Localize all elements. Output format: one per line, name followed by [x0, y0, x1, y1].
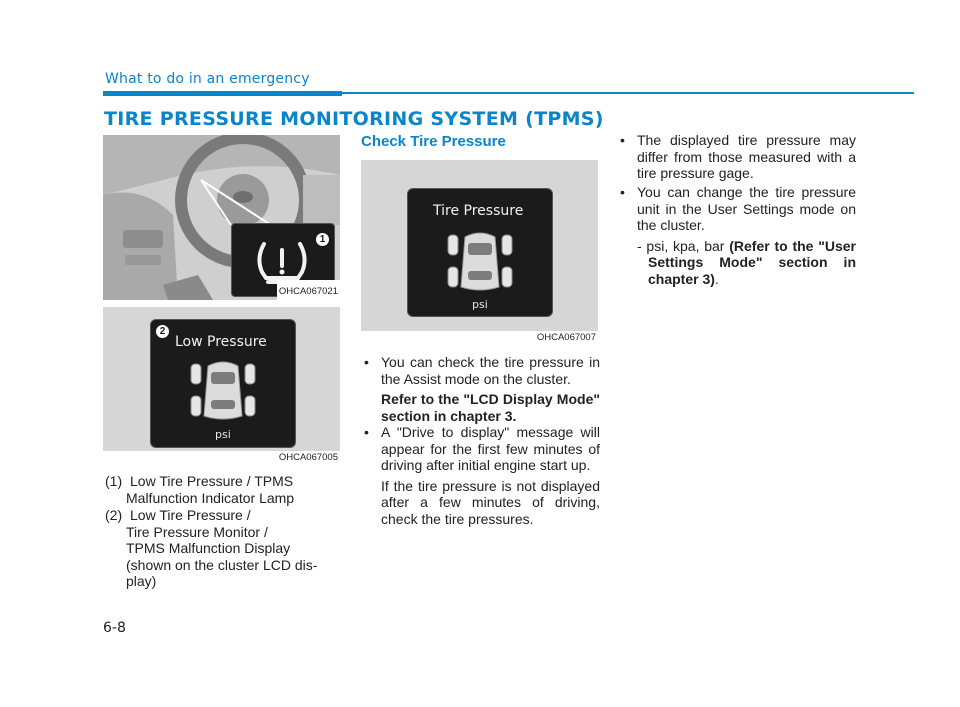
right-bullet-1: [620, 132, 856, 182]
header-rule-thick: [103, 91, 342, 96]
low-pressure-figure: [103, 307, 340, 465]
legend-text-line: Tire Pressure Monitor /: [126, 523, 268, 540]
legend-text-line: (shown on the cluster LCD dis-: [126, 556, 318, 573]
callout-badge-1: 1: [316, 233, 329, 246]
header-rule-thin: [342, 92, 914, 94]
tire-pressure-lcd: [407, 188, 553, 317]
bullet-text: You can change the tire pressure unit in the User Settings mode on the cluster.: [637, 184, 856, 233]
legend-item-1: [105, 473, 340, 506]
callout-badge-2: 2: [156, 325, 169, 338]
section-label: What to do in an emergency: [105, 71, 310, 87]
page-title: TIRE PRESSURE MONITORING SYSTEM (TPMS): [104, 108, 604, 130]
lcd-unit: psi: [215, 428, 231, 441]
bullet-text: You can check the tire pressure in the Assist mode on the cluster.: [381, 354, 600, 387]
check-bullet-2: [364, 424, 600, 527]
legend-text-line: play): [126, 573, 157, 589]
tire-pressure-figure: [361, 160, 598, 345]
legend-text-line: Low Tire Pressure / TPMS: [130, 473, 294, 489]
bullet-reference: Refer to the "LCD Display Mode" section in chapter 3.: [381, 391, 600, 424]
legend-item-2: [105, 507, 340, 590]
figure-code: OHCA067005: [278, 452, 338, 463]
legend-number: (2): [105, 507, 123, 523]
bullet-icon: •: [364, 424, 369, 440]
check-bullet-1: [364, 354, 600, 424]
right-bullet-2: [620, 184, 856, 287]
legend-text-line: Malfunction Indicator Lamp: [126, 489, 295, 506]
lcd-title: Tire Pressure: [433, 203, 524, 219]
dashboard-figure: [103, 135, 340, 300]
check-tire-pressure-heading: Check Tire Pressure: [361, 133, 506, 150]
low-pressure-lcd: [150, 319, 296, 448]
tpms-warning-icon: [252, 238, 312, 284]
figure-code: OHCA067007: [536, 332, 596, 343]
legend-text-line: Low Tire Pressure /: [130, 507, 251, 523]
bullet-followup: If the tire pressure is not displayed after a few minutes of driving, check the tire pressures.: [381, 477, 600, 527]
bullet-text: A "Drive to display" message will appear for the first few minutes of driving after initial engine start up.: [381, 424, 600, 473]
bullet-icon: •: [620, 132, 625, 148]
bullet-text: The displayed tire pressure may differ from those measured with a tire pressure gage.: [637, 132, 856, 181]
units-line: - psi, kpa, bar (Refer to the "User Settings Mode" section in chapter 3).: [637, 237, 857, 287]
lcd-title: Low Pressure: [175, 334, 267, 350]
bullet-icon: •: [620, 184, 625, 200]
legend-number: (1): [105, 473, 123, 489]
lcd-unit: psi: [472, 298, 488, 311]
car-tires-icon: [445, 229, 515, 295]
page-number: 6-8: [103, 620, 126, 636]
figure-code: OHCA067021: [278, 286, 338, 297]
car-tires-icon: [188, 358, 258, 424]
legend-text-line: TPMS Malfunction Display: [126, 540, 291, 556]
bullet-icon: •: [364, 354, 369, 370]
